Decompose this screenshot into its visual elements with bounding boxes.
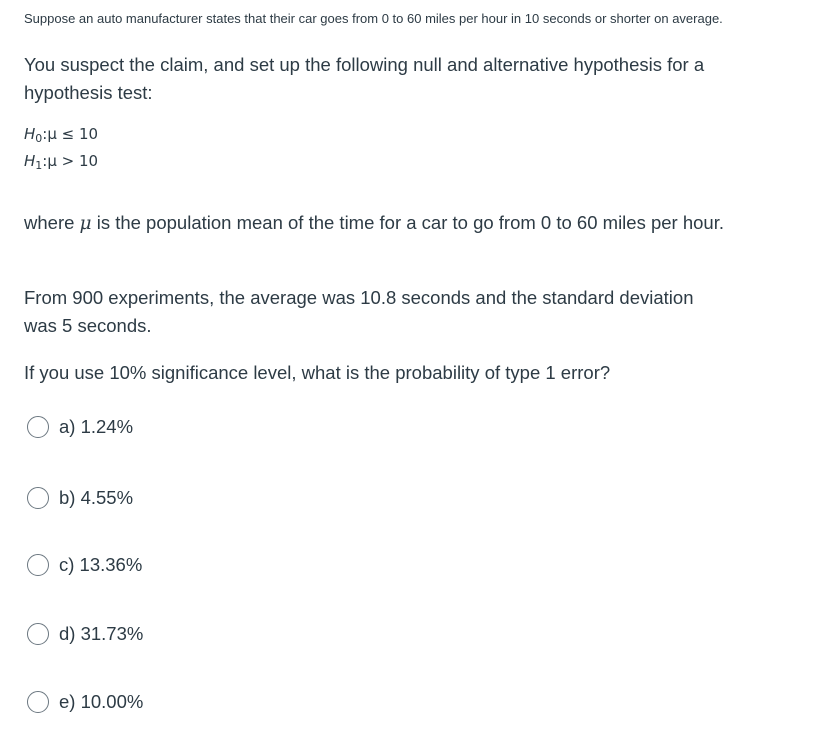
option-a[interactable] bbox=[27, 414, 133, 440]
h0-expression: :μ ≤ 10 bbox=[42, 125, 99, 143]
null-hypothesis bbox=[24, 125, 98, 145]
h0-symbol: H bbox=[24, 125, 36, 143]
question-intro: Suppose an auto manufacturer states that their car goes from 0 to 60 miles per hour in 10 seconds or shorter on average. bbox=[24, 11, 723, 26]
option-c[interactable] bbox=[27, 552, 142, 578]
option-d-label: d) 31.73% bbox=[59, 623, 144, 644]
where-prefix: where bbox=[24, 212, 80, 233]
h0-subscript: 0 bbox=[35, 132, 43, 145]
question-setup: You suspect the claim, and set up the following null and alternative hypothesis for a hypothesis test: bbox=[24, 54, 705, 103]
option-e-label: e) 10.00% bbox=[59, 691, 144, 712]
radio-button-e[interactable] bbox=[27, 691, 49, 713]
radio-button-a[interactable] bbox=[27, 416, 49, 438]
radio-button-b[interactable] bbox=[27, 487, 49, 509]
mu-symbol: μ bbox=[79, 213, 92, 234]
alternative-hypothesis bbox=[24, 152, 98, 172]
option-b[interactable] bbox=[27, 485, 133, 511]
h1-expression: :μ > 10 bbox=[42, 152, 99, 170]
option-a-label: a) 1.24% bbox=[59, 416, 134, 437]
mu-definition bbox=[24, 209, 724, 238]
h1-symbol: H bbox=[24, 152, 36, 170]
option-c-label: c) 13.36% bbox=[59, 554, 143, 575]
radio-button-c[interactable] bbox=[27, 554, 49, 576]
question-prompt: If you use 10% significance level, what is the probability of type 1 error? bbox=[24, 362, 611, 383]
where-rest: is the population mean of the time for a car to go from 0 to 60 miles per hour. bbox=[91, 212, 724, 233]
option-e[interactable] bbox=[27, 689, 143, 715]
experiment-data: From 900 experiments, the average was 10.8 seconds and the standard deviation was 5 seconds. bbox=[24, 287, 694, 336]
option-b-label: b) 4.55% bbox=[59, 487, 134, 508]
h1-subscript: 1 bbox=[35, 159, 43, 172]
option-d[interactable] bbox=[27, 621, 143, 647]
radio-button-d[interactable] bbox=[27, 623, 49, 645]
